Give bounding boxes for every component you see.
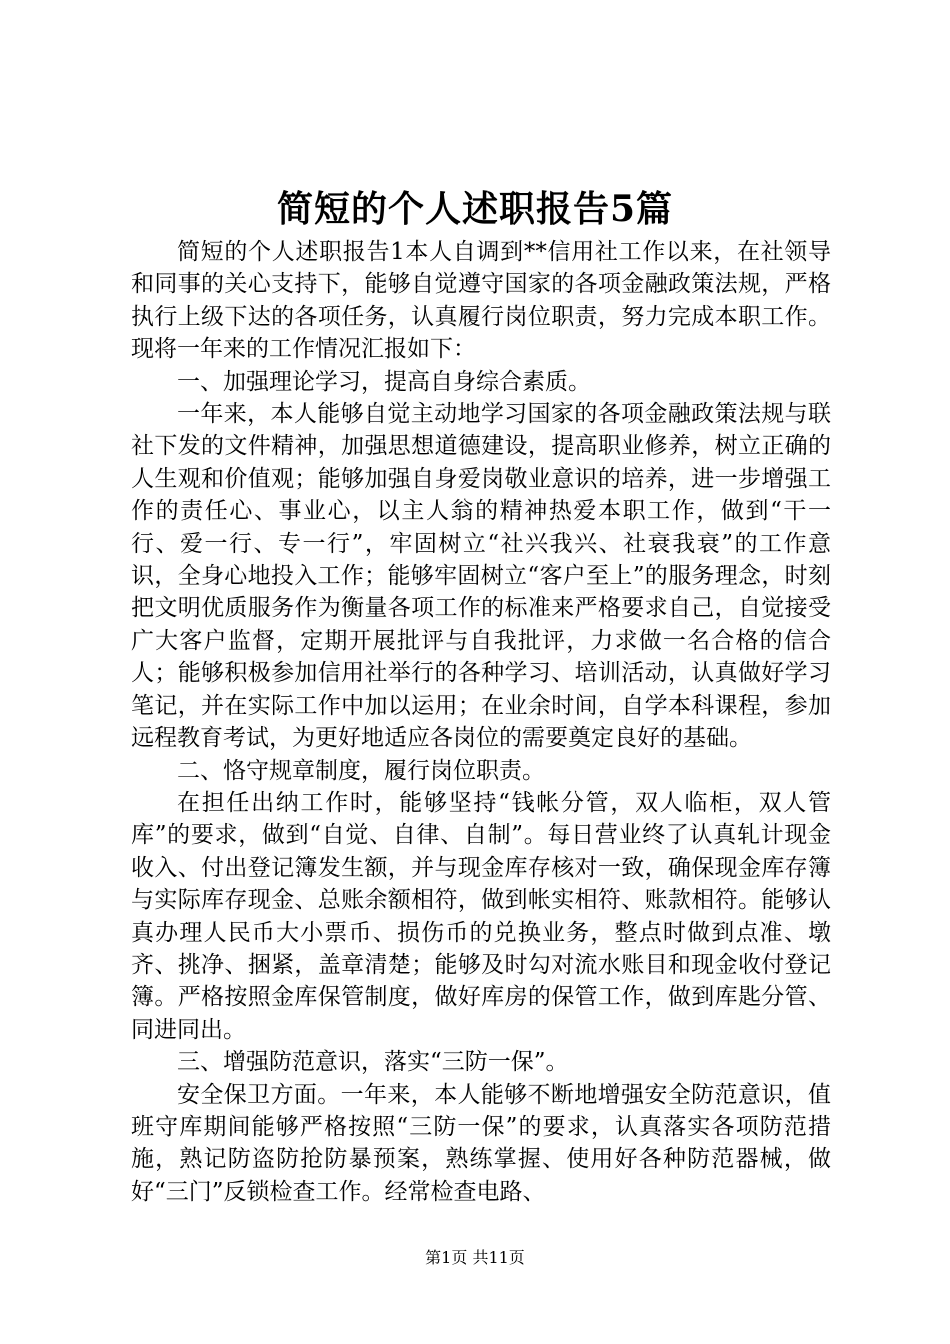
section-heading-3: 三、增强防范意识，落实“三防一保”。 — [177, 1049, 569, 1076]
page-number-footer: 第1页 共11页 — [425, 1248, 525, 1267]
paragraph-intro: 简短的个人述职报告1本人自调到**信用社工作以来，在社领导和同事的关心支持下，能够自觉遵守国家的各项金融政策法规，严格执行上级下达的各项任务，认真履行岗位职责，努力完成本职工作。现将一年来的工作情况汇报如下： — [131, 239, 831, 363]
section-heading-1: 一、加强理论学习，提高自身综合素质。 — [177, 368, 591, 395]
document-title: 简短的个人述职报告5篇 — [276, 188, 674, 230]
document-body — [131, 236, 831, 1208]
paragraph-section-3: 安全保卫方面。一年来，本人能够不断地增强安全防范意识，值班守库期间能够严格按照“三防一保”的要求，认真落实各项防范措施，熟记防盗防抢防暴预案，熟练掌握、使用好各种防范器械，做好“三门”反锁检查工作。经常检查电路、 — [131, 1081, 831, 1205]
paragraph-section-2: 在担任出纳工作时，能够坚持“钱帐分管，双人临柜，双人管库”的要求，做到“自觉、自律、自制”。每日营业终了认真轧计现金收入、付出登记簿发生额，并与现金库存核对一致，确保现金库存簿与实际库存现金、总账余额相符，做到帐实相符、账款相符。能够认真办理人民币大小票币、损伤币的兑换业务，整点时做到点准、墩齐、挑净、捆紧，盖章清楚；能够及时勾对流水账目和现金收付登记簿。严格按照金库保管制度，做好库房的保管工作，做到库匙分管、同进同出。 — [131, 789, 831, 1043]
section-heading-2: 二、恪守规章制度，履行岗位职责。 — [177, 757, 545, 784]
paragraph-section-1: 一年来，本人能够自觉主动地学习国家的各项金融政策法规与联社下发的文件精神，加强思想道德建设，提高职业修养，树立正确的人生观和价值观；能够加强自身爱岗敬业意识的培养，进一步增强工作的责任心、事业心，以主人翁的精神热爱本职工作，做到“干一行、爱一行、专一行”，牢固树立“社兴我兴、社衰我衰”的工作意识，全身心地投入工作；能够牢固树立“客户至上”的服务理念，时刻把文明优质服务作为衡量各项工作的标准来严格要求自己，自觉接受广大客户监督，定期开展批评与自我批评，力求做一名合格的信合人；能够积极参加信用社举行的各种学习、培训活动，认真做好学习笔记，并在实际工作中加以运用；在业余时间，自学本科课程，参加远程教育考试，为更好地适应各岗位的需要奠定良好的基础。 — [131, 401, 831, 752]
